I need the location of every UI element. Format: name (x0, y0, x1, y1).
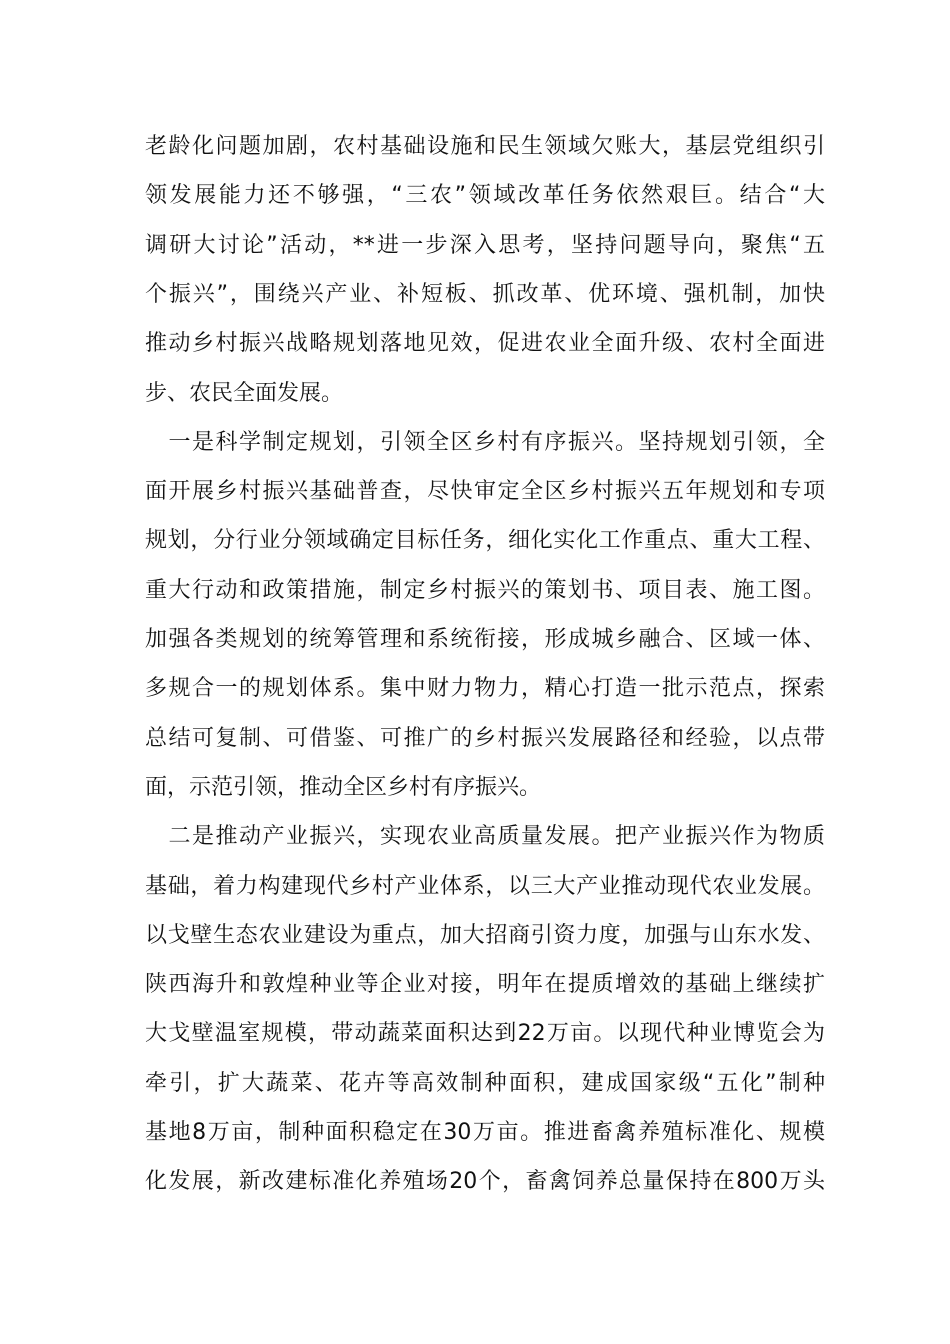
text-line: 二是推动产业振兴，实现农业高质量发展。把产业振兴作为物质 (145, 824, 825, 849)
text-line: 化发展，新改建标准化养殖场20个，畜禽饲养总量保持在800万头 (145, 1169, 825, 1194)
text-line: 步、农民全面发展。 (145, 381, 344, 406)
text-line: 加强各类规划的统筹管理和系统衔接，形成城乡融合、区域一体、 (145, 627, 825, 652)
text-line: 重大行动和政策措施，制定乡村振兴的策划书、项目表、施工图。 (145, 578, 825, 603)
text-line: 规划，分行业分领域确定目标任务，细化实化工作重点、重大工程、 (145, 528, 825, 553)
text-line: 基础，着力构建现代乡村产业体系，以三大产业推动现代农业发展。 (145, 874, 825, 899)
text-line: 基地8万亩，制种面积稳定在30万亩。推进畜禽养殖标准化、规模 (145, 1120, 825, 1145)
text-line: 陕西海升和敦煌种业等企业对接，明年在提质增效的基础上继续扩 (145, 972, 825, 997)
text-line: 总结可复制、可借鉴、可推广的乡村振兴发展路径和经验，以点带 (145, 726, 825, 751)
text-line: 大戈壁温室规模，带动蔬菜面积达到22万亩。以现代种业博览会为 (145, 1021, 825, 1046)
text-line: 调研大讨论”活动，**进一步深入思考，坚持问题导向，聚焦“五 (145, 233, 826, 258)
text-line: 推动乡村振兴战略规划落地见效，促进农业全面升级、农村全面进 (145, 331, 825, 356)
text-line: 牵引，扩大蔬菜、花卉等高效制种面积，建成国家级“五化”制种 (145, 1071, 825, 1096)
text-line: 多规合一的规划体系。集中财力物力，精心打造一批示范点，探索 (145, 676, 825, 701)
text-line: 领发展能力还不够强，“三农”领域改革任务依然艰巨。结合“大 (145, 183, 825, 208)
text-line: 面开展乡村振兴基础普查，尽快审定全区乡村振兴五年规划和专项 (145, 479, 825, 504)
text-line: 面，示范引领，推动全区乡村有序振兴。 (145, 775, 542, 800)
text-line: 个振兴”，围绕兴产业、补短板、抓改革、优环境、强机制，加快 (145, 282, 825, 307)
text-line: 以戈壁生态农业建设为重点，加大招商引资力度，加强与山东水发、 (145, 923, 825, 948)
text-line: 老龄化问题加剧，农村基础设施和民生领域欠账大，基层党组织引 (145, 134, 825, 159)
text-line: 一是科学制定规划，引领全区乡村有序振兴。坚持规划引领，全 (145, 430, 825, 455)
